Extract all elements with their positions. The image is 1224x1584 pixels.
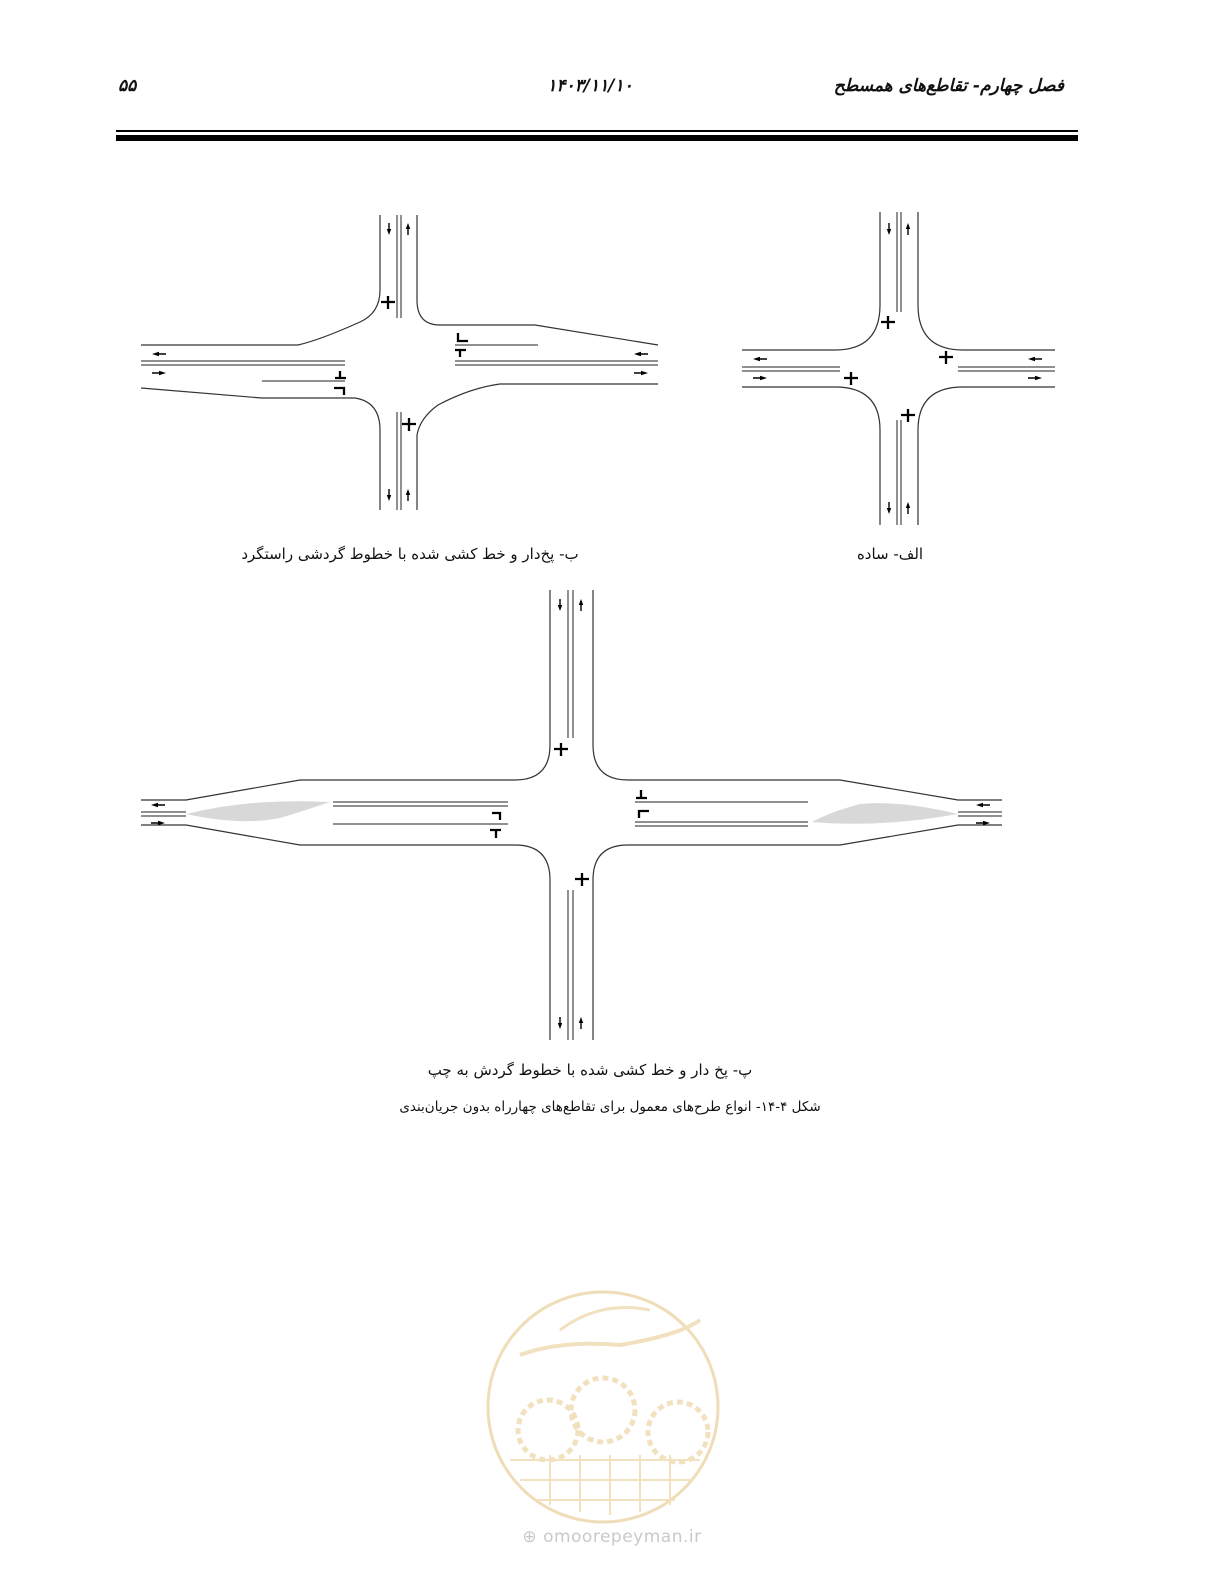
figure-c-caption: پ- پخ دار و خط کشی شده با خطوط گردش به چپ bbox=[427, 1061, 753, 1079]
figure-a-caption: الف- ساده bbox=[856, 545, 924, 563]
figure-a-simple-intersection bbox=[742, 212, 1055, 525]
watermark-logo bbox=[488, 1292, 718, 1522]
chapter-title: فصل چهارم- تقاطع‌های همسطح bbox=[833, 76, 1064, 96]
figure-b-flared-right-turn bbox=[141, 215, 658, 510]
header-date: ۱۴۰۳/۱۱/۱۰ bbox=[547, 76, 633, 96]
page-number: ۵۵ bbox=[118, 76, 137, 96]
figure-b-caption: ب- پخ‌دار و خط کشی شده با خطوط گردشی راستگرد bbox=[241, 545, 579, 563]
figure-c-flared-left-turn bbox=[141, 590, 1002, 1040]
watermark-url: ⊕ omoorepeyman.ir bbox=[522, 1527, 702, 1547]
figure-caption: شکل ۴-۱۴- انواع طرح‌های معمول برای تقاطع‌های چهارراه بدون جریان‌بندی bbox=[399, 1099, 821, 1115]
watermark-url-text: omoorepeyman.ir bbox=[543, 1527, 702, 1547]
